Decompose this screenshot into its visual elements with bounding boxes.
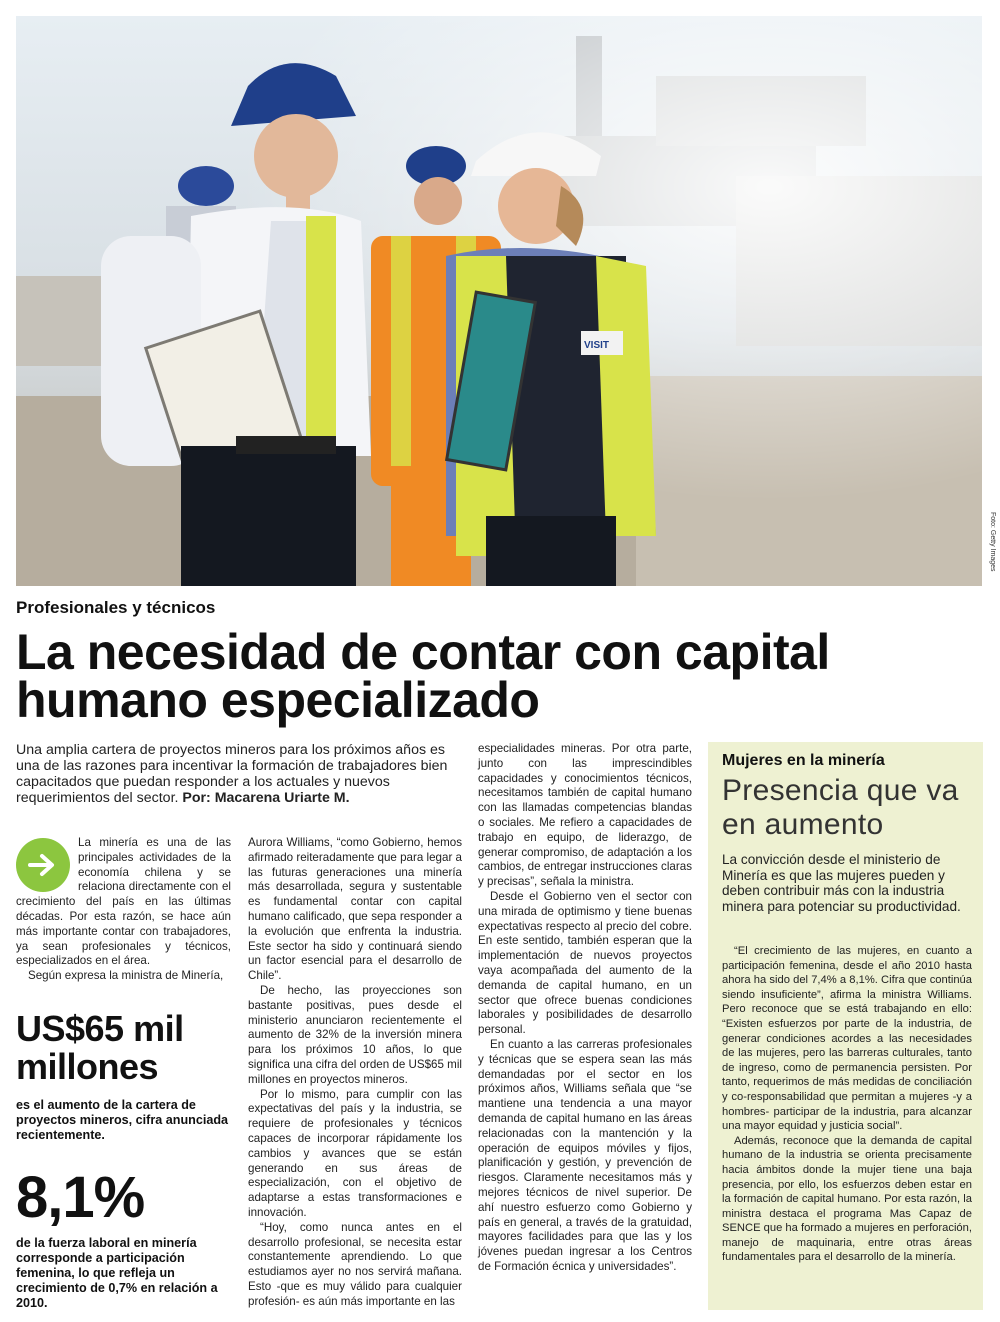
stat-female-desc: de la fuerza laboral en minería corresponde a participación femenina, lo que refleja un crecimiento de 0,7% en relación a 2010.: [16, 1236, 218, 1310]
article-kicker: Profesionales y técnicos: [16, 598, 216, 617]
hero-photo: [16, 16, 982, 586]
stat-investment-desc: es el aumento de la cartera de proyectos mineros, cifra anunciada recientemente.: [16, 1098, 229, 1142]
col3-paragraph: En cuanto a las carreras profesionales y técnicas que se espera sean las más demandadas por el sector en los próximos años, Williams señala que “se mantiene una tendencia a una mayor demanda de capital humano en las áreas relacionadas con la mantención y la operación de equipos móviles y fijos, planificación y gestión, y prevención de riesgos. Claramente necesitamos más y mejores técnicos de nivel superior. De ahí nuestro esfuerzo como Gobierno y país en general, a través de la gratuidad, mayores facilidades para que las y los jóvenes puedan ingresar a los Centros de Formación écnica y universidades”.: [478, 1037, 692, 1273]
byline: Por: Macarena Uriarte M.: [182, 790, 350, 806]
sidebar-title: Presencia que va en aumento: [722, 774, 959, 841]
column-3: [478, 742, 692, 1275]
arrow-right-icon: [16, 838, 70, 892]
column-1: [16, 836, 231, 984]
article-headline: La necesidad de contar con capital humano especializado: [16, 624, 830, 728]
sidebar-body: [722, 944, 972, 1265]
article-lead: [16, 742, 462, 806]
badge-text: VISIT: [584, 340, 610, 351]
sidebar-box: [708, 742, 983, 1310]
photo-illustration: [16, 16, 982, 586]
stat-female-value: 8,1%: [16, 1165, 145, 1230]
col2-paragraph: De hecho, las proyecciones son bastante positivas, pues desde el ministerio anunciaron recientemente el aumento de 32% de la inversión minera para los próximos 10 años, lo que significa una cifra del orden de US$65 mil millones en proyectos mineros.: [248, 983, 462, 1086]
column-2: [248, 836, 462, 1310]
col1-paragraph: La minería es una de las principales actividades de la economía chilena y se relaciona directamente con el crecimiento del país en las últimas décadas. Por esta razón, se hace aún más importante contar con trabajadores, ya sean profesionales y técnicos, especializados en el área.: [16, 836, 231, 968]
lead-text: Una amplia cartera de proyectos mineros para los próximos años es una de las razones para incentivar la formación de trabajadores bien capacitados que puedan responder a los actuales y nuevos requerimientos del sector.: [16, 742, 448, 806]
stat-investment-value: US$65 mil millones: [16, 1008, 184, 1087]
col1-paragraph: Según expresa la ministra de Minería,: [28, 969, 224, 983]
col3-paragraph: Desde el Gobierno ven el sector con una mirada de optimismo y tiene buenas expectativas respecto al precio del cobre. En este sentido, también esperan que la implementación de nuevos proyectos vaya acompañada del aumento de la demanda de capital humano, en un sector que ofrece buenas condiciones laborales y posibilidades de desarrollo personal.: [478, 889, 692, 1037]
photo-credit: Foto: Getty Images: [989, 512, 996, 572]
sidebar-kicker: Mujeres en la minería: [722, 752, 885, 769]
sidebar-paragraph: “El crecimiento de las mujeres, en cuanto a participación femenina, desde el año 2010 hasta ahora ha sido del 7,4% a 8,1%. Cifra que continúa siendo insuficiente”, afirma la ministra Williams. Pero reconoce que se está trabajando en ello: “Existen esfuerzos por parte de la industria, de generar condiciones acordes a las necesidades de las mujeres, pero las barreras culturales, tanto de ingreso, como de permanencia persisten. Por tanto, requerimos de más medidas de conciliación y co-responsabilidad que permitan a mujeres -y a hombres- participar de la industria, para alcanzar una mayor equidad y justicia social”.: [722, 945, 972, 1133]
col2-paragraph: “Hoy, como nunca antes en el desarrollo profesional, se necesita estar constantemente aprendiendo. Lo que estudiamos ayer no nos servirá mañana. Esto -que es muy válido para cualquier profesión- es aún más importante en las: [248, 1220, 462, 1308]
col2-paragraph: Aurora Williams, “como Gobierno, hemos afirmado reiteradamente que para legar a las futuras generaciones una minería más desarrollada, segura y sustentable es fundamental contar con capital humano calificado, que sepa responder a la evolución que enfrenta la industria. Este sector ha sido y continuará siendo un factor esencial para el desarrollo de Chile”.: [248, 836, 462, 983]
sidebar-lead: La convicción desde el ministerio de Minería es que las mujeres pueden y deben contribuir más con la industria minera para potenciar su productividad.: [722, 852, 961, 914]
col2-paragraph: Por lo mismo, para cumplir con las expectativas del país y la industria, se requiere de profesionales y técnicos capaces de incorporar rápidamente los cambios y avances que se están generando en sus áreas de especialización, con el objetivo de adaptarse a estas transformaciones e innovación.: [248, 1087, 462, 1219]
col3-paragraph: especialidades mineras. Por otra parte, junto con las imprescindibles capacidades y conocimientos técnicos, necesitamos también de capital humano con las llamadas competencias blandas o sociales. Me refiero a capacidades de trabajo en equipo, de liderazgo, de generar compromiso, de adaptación a los cambios, de entregar instrucciones claras y precisas”, señala la ministra.: [478, 742, 692, 889]
sidebar-paragraph: Además, reconoce que la demanda de capital humano de la industria se orienta precisamente hacia ámbitos donde la mujer tiene una baja presencia, por ello, los esfuerzos deben estar en la formación de capital humano. Por esta razón, la ministra destaca el programa Mas Capaz de SENCE que ha formado a mujeres en perforación, manejo de maquinaria, entre otras áreas fundamentales para el desarrollo de la minería.: [722, 1134, 972, 1264]
